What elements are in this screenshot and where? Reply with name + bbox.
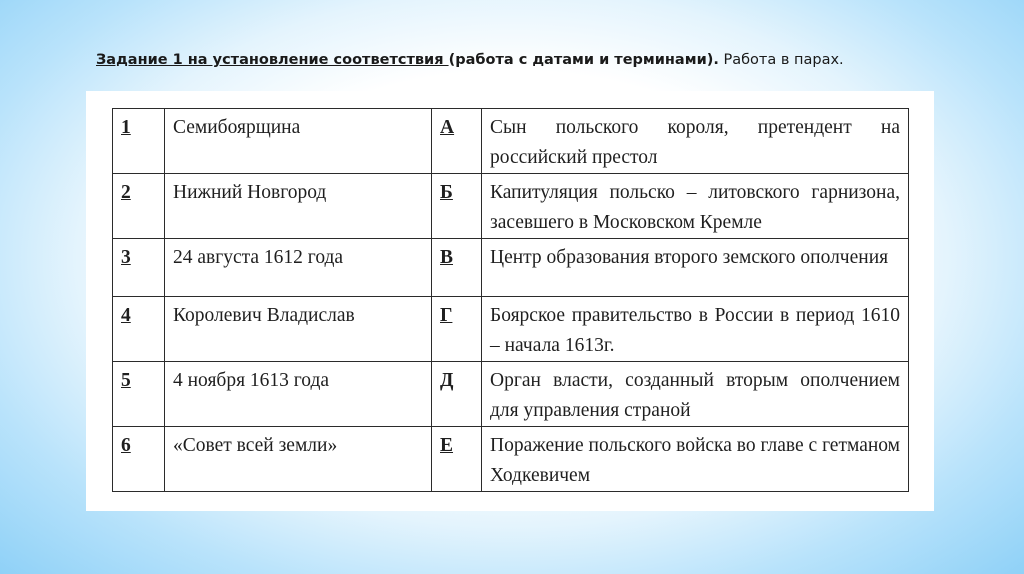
row-number: 6 (113, 427, 165, 492)
table-row (113, 362, 909, 427)
table-row (113, 174, 909, 239)
row-letter: В (432, 239, 482, 297)
row-definition: Орган власти, созданный вторым ополчением для управления страной (482, 362, 909, 427)
row-term: 4 ноября 1613 года (165, 362, 432, 427)
table-row (113, 239, 909, 297)
table-row (113, 427, 909, 492)
table-row (113, 297, 909, 362)
row-term: «Совет всей земли» (165, 427, 432, 492)
row-letter: Д (432, 362, 482, 427)
slide-title (96, 52, 956, 68)
row-term: Семибоярщина (165, 109, 432, 174)
table-panel (86, 91, 934, 511)
row-number: 3 (113, 239, 165, 297)
row-definition: Боярское правительство в России в период 1610 – начала 1613г. (482, 297, 909, 362)
matching-table (112, 108, 909, 492)
row-letter: А (432, 109, 482, 174)
row-definition: Центр образования второго земского ополчения (482, 239, 909, 297)
row-term: Нижний Новгород (165, 174, 432, 239)
task-title: Задание 1 на установление соответствия (96, 52, 449, 68)
row-number: 1 (113, 109, 165, 174)
table-row (113, 109, 909, 174)
row-definition: Капитуляция польско – литовского гарнизона, засевшего в Московском Кремле (482, 174, 909, 239)
row-term: 24 августа 1612 года (165, 239, 432, 297)
task-subtitle: (работа с датами и терминами). (448, 52, 719, 68)
row-term: Королевич Владислав (165, 297, 432, 362)
row-letter: Б (432, 174, 482, 239)
row-letter: Е (432, 427, 482, 492)
row-letter: Г (432, 297, 482, 362)
row-number: 5 (113, 362, 165, 427)
row-number: 2 (113, 174, 165, 239)
task-mode: Работа в парах. (718, 52, 844, 68)
row-definition: Сын польского короля, претендент на российский престол (482, 109, 909, 174)
row-number: 4 (113, 297, 165, 362)
row-definition: Поражение польского войска во главе с гетманом Ходкевичем (482, 427, 909, 492)
